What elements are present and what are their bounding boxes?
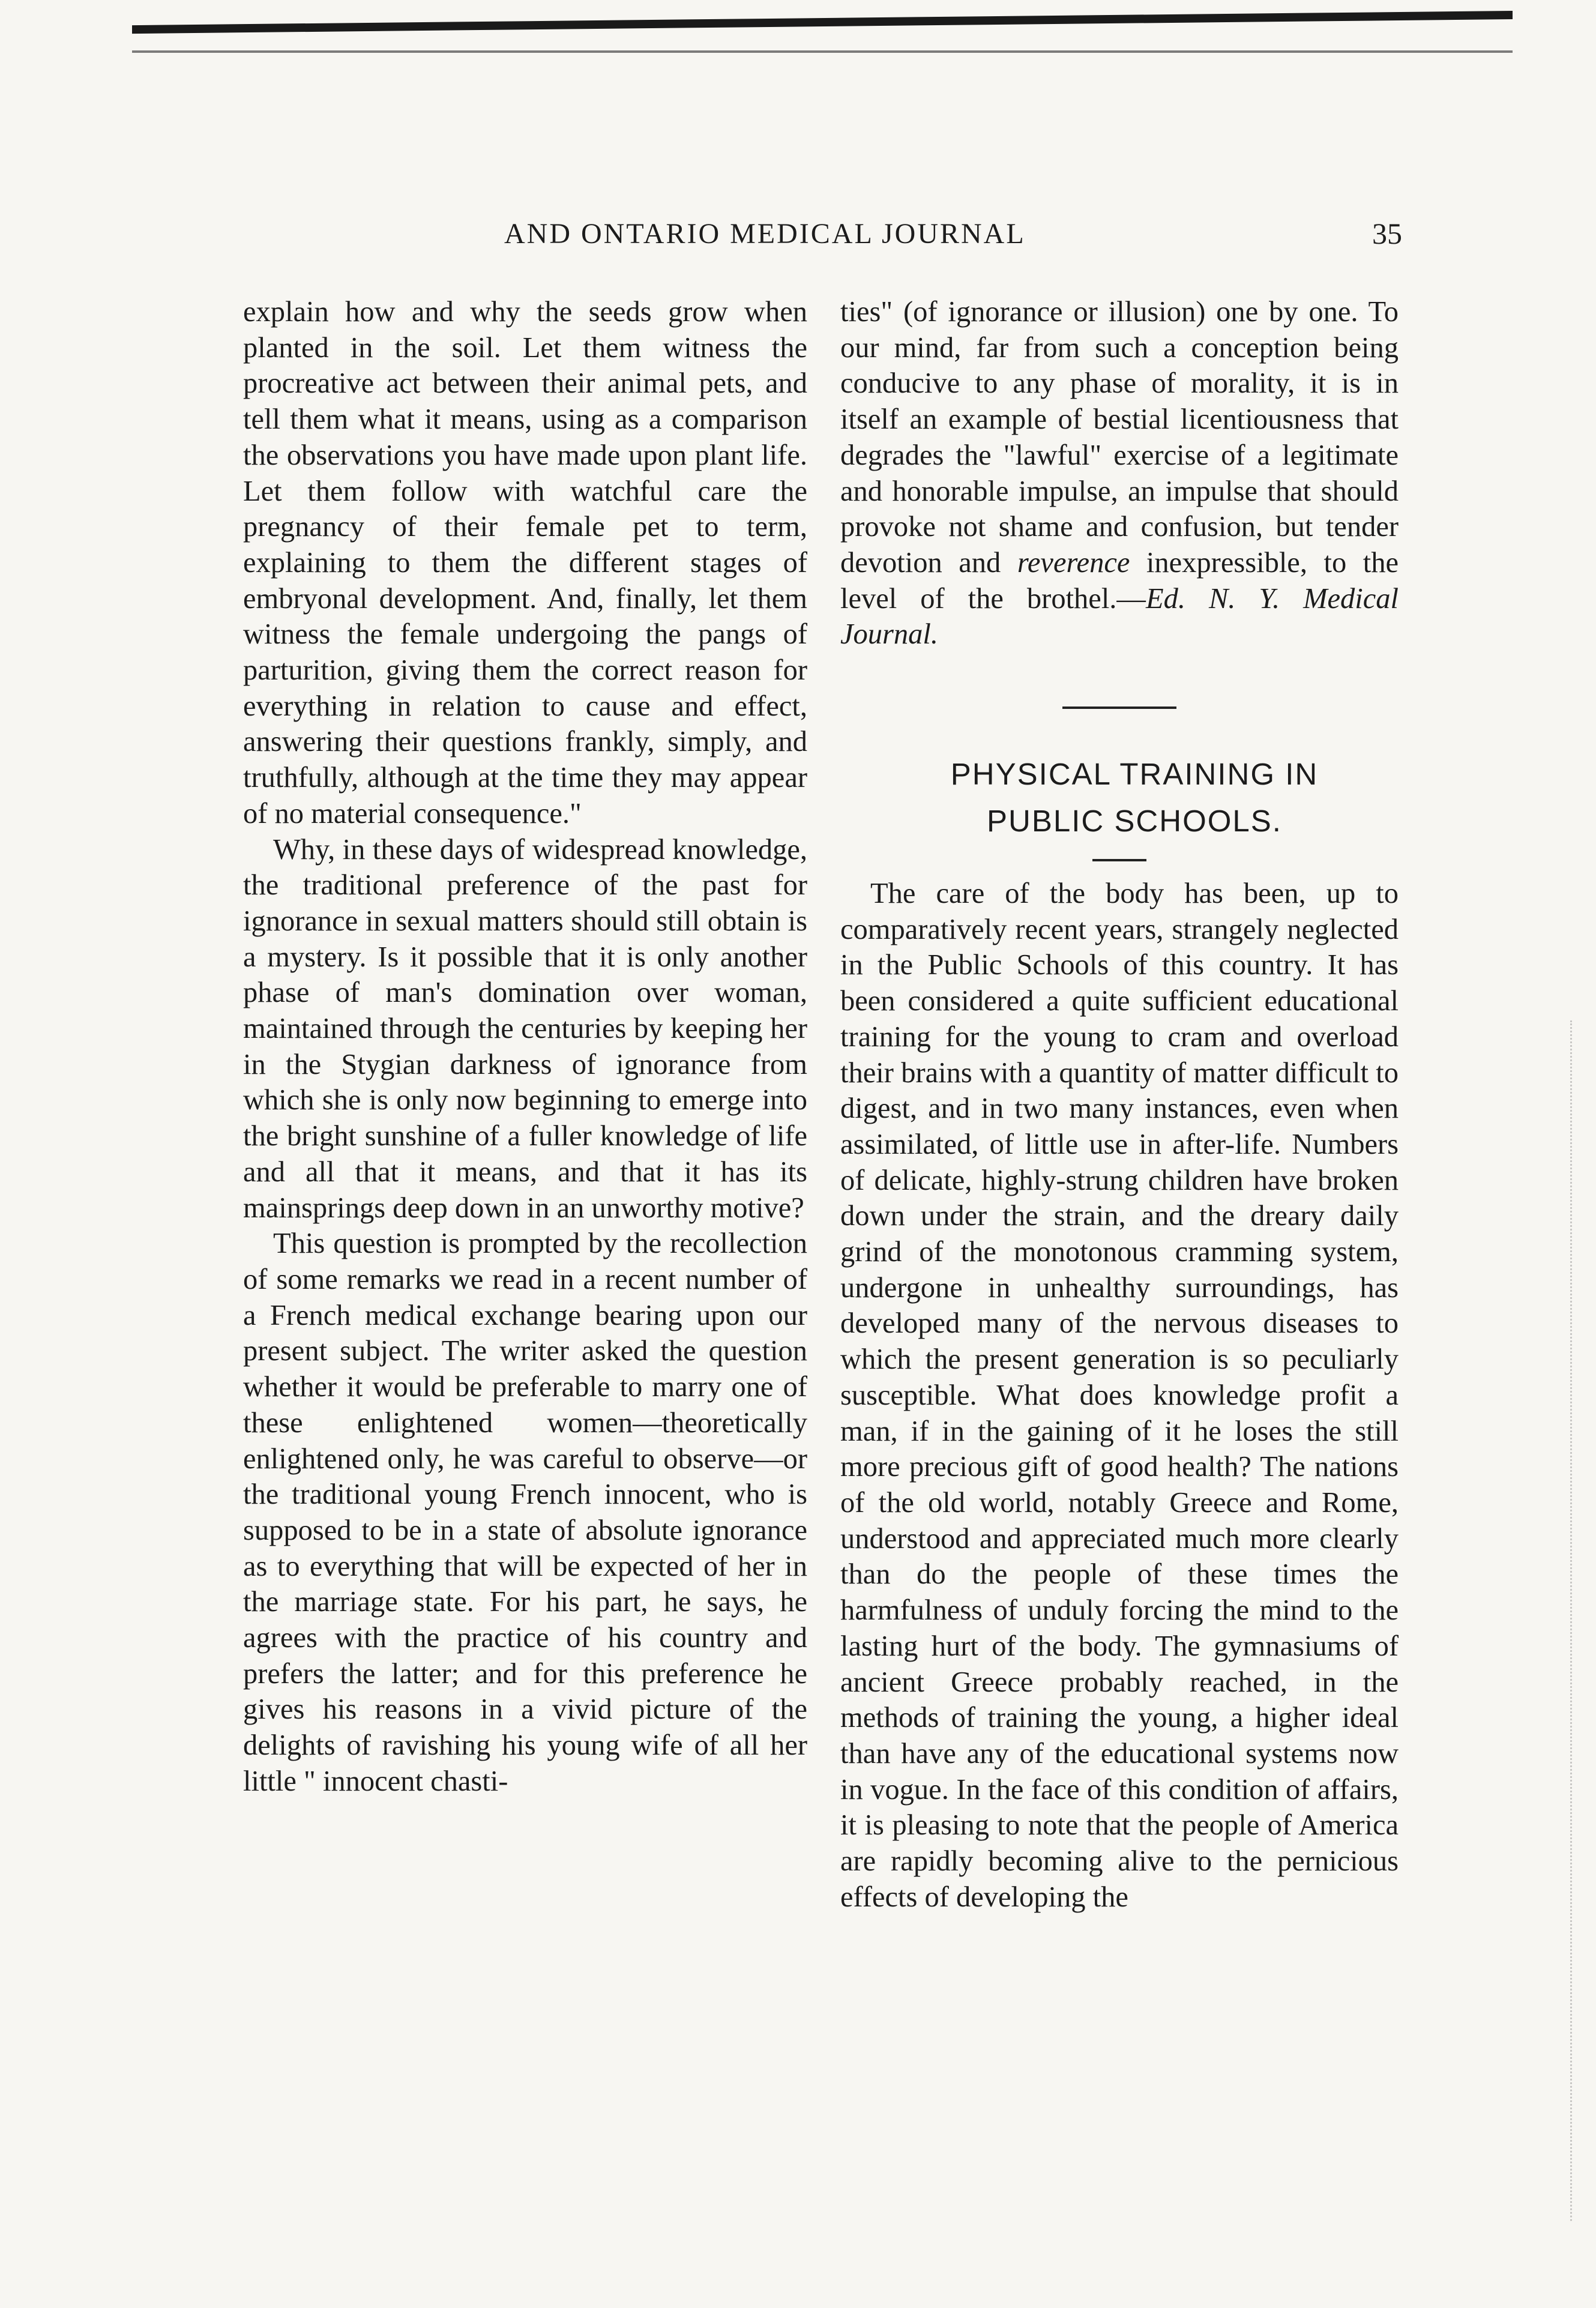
paragraph-text: ties" (of ignorance or illusion) one by one. To our mind, far from such a conception being conducive to any phase of morality, it is in itself an example of bestial licentiousness that degrades the "lawful" exercise of a legitimate and honorable impulse, an impulse that should provoke not shame and confusion, but tender devotion and xyxy=(840,296,1399,579)
paragraph: Why, in these days of widespread knowledge, the traditional preference of the past for ignorance in sexual matters should still obtain is a mystery. Is it possible that it is only another phase of man's domination over woman, maintained through the centuries by keeping her in the Stygian darkness of ignorance from which she is only now beginning to emerge into the bright sunshine of a fuller knowledge of life and all that it means, and that it has its mainsprings deep down in an unworthy motive? xyxy=(243,833,807,1224)
paragraph: This question is prompted by the recollection of some remarks we read in a recent number of a French medical exchange bearing upon our present subject. The writer asked the question whether it would be preferable to marry one of these enlightened women—theoretically enlightened only, he was careful to observe—or the traditional young French innocent, who is supposed to be in a state of absolute ignorance as to everything that will be expected of her in the marriage state. For his part, he says, he agrees with the practice of his country and prefers the latter; and for this preference he gives his reasons in a vivid picture of the delights of ravishing his young wife of all her little " innocent chasti- xyxy=(243,1228,807,1797)
paragraph: The care of the body has been, up to comparatively recent years, strangely neglected in the Public Schools of this country. It has been considered a quite sufficient educational training for the young to cram and overload their brains with a quantity of matter difficult to digest, and in two many instances, even when assimilated, of little use in after-life. Numbers of delicate, highly-strung children have broken down under the strain, and the dreary daily grind of the monotonous cramming system, undergone in unhealthy surroundings, has developed many of the nervous diseases to which the present generation is so peculiarly susceptible. What does knowledge profit a man, if in the gaining of it he loses the still more precious gift of good health? The nations of the old world, notably Greece and Rome, understood and appreciated much more clearly than do the people of these times the harmfulness of unduly forcing the mind to the lasting hurt of the body. The gymnasiums of ancient Greece probably reached, in the methods of training the young, a higher ideal than have any of the educational systems now in vogue. In the face of this condition of affairs, it is pleasing to note that the people of America are rapidly becoming alive to the pernicious effects of developing the xyxy=(840,878,1399,1913)
running-head: AND ONTARIO MEDICAL JOURNAL xyxy=(504,218,1026,250)
scan-edge-specks xyxy=(1567,1020,1572,2221)
section-title-line-2: PUBLIC SCHOOLS. xyxy=(987,804,1282,839)
top-thin-rule xyxy=(132,50,1513,53)
emphasis-text: reverence xyxy=(1017,546,1130,579)
section-separator xyxy=(1062,707,1176,709)
source-signature: Ed. N. Y. Medical Journal. xyxy=(840,582,1399,651)
right-column xyxy=(840,294,1399,1915)
page-number: 35 xyxy=(1372,217,1402,250)
paragraph-text: inexpressible, to the level of the brothel.— xyxy=(840,546,1399,615)
paragraph-continued: explain how and why the seeds grow when planted in the soil. Let them witness the procreative act between their animal pets, and tell them what it means, using as a comparison the observations you have made upon plant life. Let them follow with watchful care the pregnancy of their female pet to term, explaining to them the different stages of embryonal development. And, finally, let them witness the female undergoing the pangs of parturition, giving them the correct reason for everything in relation to cause and effect, answering their questions frankly, simply, and truthfully, although at the time they may appear of no material consequence." xyxy=(243,296,807,830)
section-title-line-1: PHYSICAL TRAINING IN xyxy=(950,757,1319,792)
paragraph-continued xyxy=(840,294,1399,652)
left-column xyxy=(243,294,807,1800)
title-underline xyxy=(1092,859,1146,861)
top-border-rule xyxy=(132,11,1513,34)
